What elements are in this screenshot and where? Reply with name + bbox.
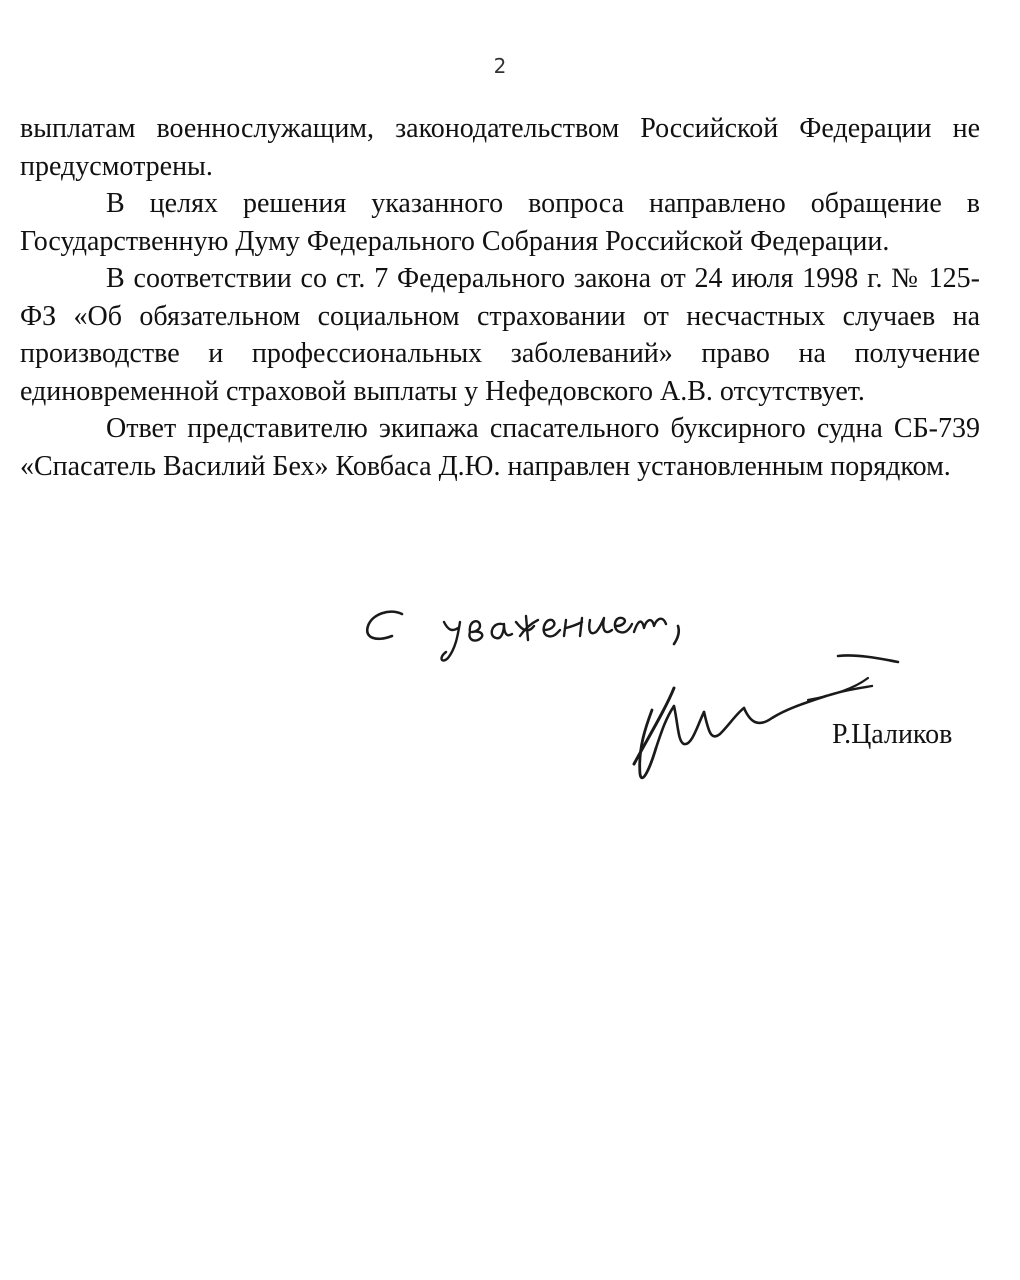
paragraph-duma-appeal: В целях решения указанного вопроса направлено обращение в Государственную Думу Федерального Собрания Российской Федерации. xyxy=(20,188,980,257)
signer-name: Р.Цаликов xyxy=(832,719,953,750)
letter-body xyxy=(20,110,980,485)
page-number: 2 xyxy=(493,54,507,78)
paragraph-federal-law: В соответствии со ст. 7 Федерального закона от 24 июля 1998 г. № 125-ФЗ «Об обязательном социальном страховании от несчастных случаев на производстве и профессиональных заболеваний» право на получение единовременной страховой выплаты у Нефедовского А.В. отсутствует. xyxy=(20,263,980,407)
paragraph-response: Ответ представителю экипажа спасательного буксирного судна СБ-739 «Спасатель Василий Бех» Ковбаса Д.Ю. направлен установленным порядком. xyxy=(20,413,980,482)
paragraph-continuation: выплатам военнослужащим, законодательством Российской Федерации не предусмотрены. xyxy=(20,113,980,182)
